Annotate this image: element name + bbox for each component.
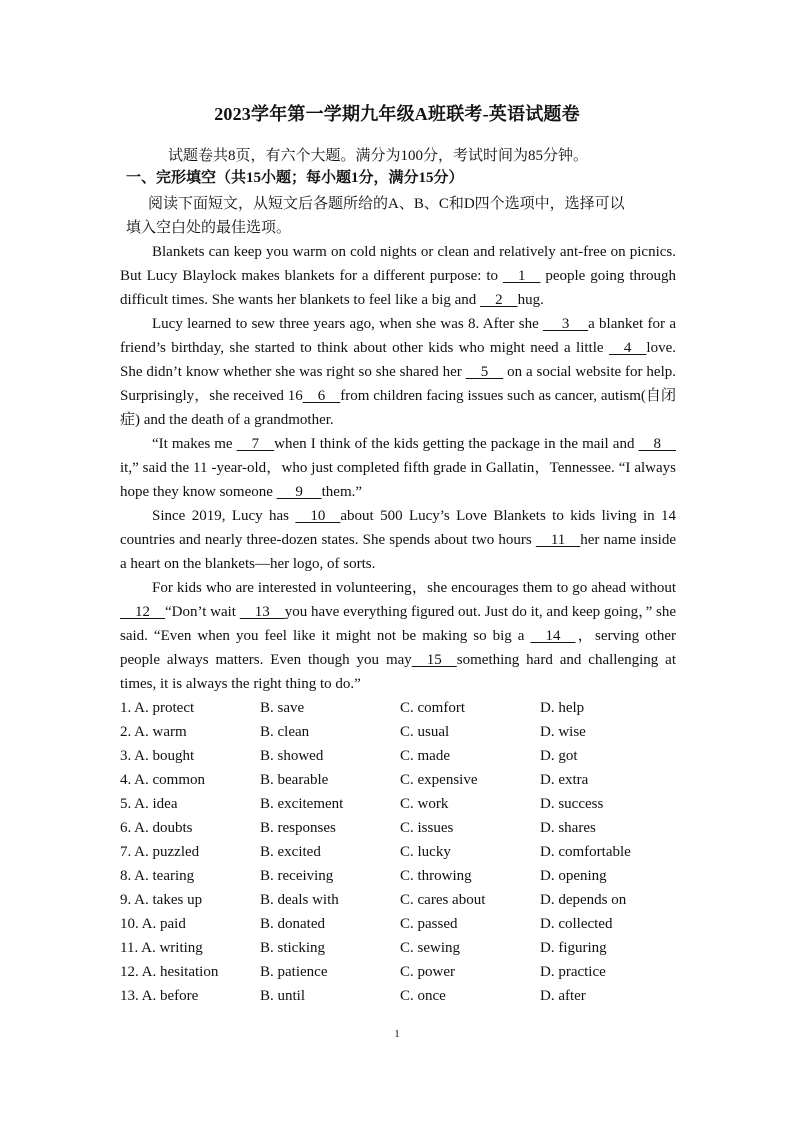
- cloze-passage: [120, 240, 676, 696]
- option-row-1: [120, 696, 680, 720]
- option-row-6: [120, 816, 680, 840]
- option-d: D. after: [540, 988, 586, 1004]
- option-row-9: [120, 888, 680, 912]
- blank-2: 2: [480, 292, 518, 308]
- option-d: D. depends on: [540, 892, 627, 908]
- option-a: 5. A. idea: [120, 796, 178, 812]
- passage-paragraph-3: [120, 432, 676, 504]
- option-d: D. got: [540, 748, 578, 764]
- passage-paragraph-5: [120, 576, 676, 696]
- option-c: C. made: [400, 748, 450, 764]
- blank-4: 4: [608, 340, 647, 356]
- blank-9: 9: [276, 484, 322, 500]
- option-a: 3. A. bought: [120, 748, 195, 764]
- passage-text: people going through difficult times. She wants her blankets to feel like a big and: [120, 268, 676, 308]
- passage-text: you have everything figured out. Just do it, and keep going，” she said. “Even when you feel like it might not be making so big a: [120, 604, 676, 644]
- option-a: 1. A. protect: [120, 700, 195, 716]
- option-c: C. issues: [400, 820, 454, 836]
- exam-title: 2023学年第一学期九年级A班联考-英语试题卷: [214, 104, 580, 124]
- blank-10: 10: [295, 508, 341, 524]
- option-d: D. figuring: [540, 940, 607, 956]
- option-a: 11. A. writing: [120, 940, 203, 956]
- blank-3: 3: [543, 316, 589, 332]
- passage-text: “Don’t wait: [165, 604, 240, 620]
- passage-text: Blankets can keep you warm on cold nights or clean and relatively ant-free on picnics. But Lucy Blaylock makes blankets for a different purpose: to: [120, 244, 676, 284]
- blank-13: 13: [239, 604, 285, 620]
- option-c: C. work: [400, 796, 449, 812]
- passage-text: a blanket for a friend’s birthday, she started to think about other kids who might need a little: [120, 316, 676, 356]
- page-number: 1: [394, 1028, 400, 1040]
- blank-12: 12: [120, 604, 165, 620]
- option-b: B. clean: [260, 724, 310, 740]
- option-c: C. power: [400, 964, 455, 980]
- option-d: D. comfortable: [540, 844, 631, 860]
- option-c: C. cares about: [400, 892, 486, 908]
- blank-8: 8: [638, 436, 677, 452]
- option-row-12: [120, 960, 680, 984]
- option-row-11: [120, 936, 680, 960]
- option-b: B. showed: [260, 748, 324, 764]
- passage-text: from children facing issues such as cancer, autism(自闭症) and the death of a grandmother.: [120, 388, 676, 428]
- option-a: 4. A. common: [120, 772, 205, 788]
- option-a: 2. A. warm: [120, 724, 187, 740]
- answer-options: [120, 696, 680, 1008]
- passage-paragraph-1: [120, 240, 676, 312]
- option-c: C. lucky: [400, 844, 451, 860]
- option-a: 9. A. takes up: [120, 892, 203, 908]
- option-d: D. wise: [540, 724, 586, 740]
- option-d: D. help: [540, 700, 585, 716]
- blank-7: 7: [236, 436, 275, 452]
- option-b: B. deals with: [260, 892, 339, 908]
- option-c: C. expensive: [400, 772, 478, 788]
- option-b: B. responses: [260, 820, 336, 836]
- passage-paragraph-2: [120, 312, 676, 432]
- passage-text: them.”: [321, 484, 363, 500]
- passage-text: when I think of the kids getting the package in the mail and: [274, 436, 639, 452]
- option-b: B. excitement: [260, 796, 344, 812]
- option-d: D. opening: [540, 868, 607, 884]
- blank-1: 1: [502, 268, 541, 284]
- passage-paragraph-4: [120, 504, 676, 576]
- option-c: C. passed: [400, 916, 458, 932]
- option-row-10: [120, 912, 680, 936]
- passage-text: it,” said the 11 -year-old，who just completed fifth grade in Gallatin，Tennessee. “I always hope they know someone: [120, 460, 676, 500]
- option-a: 10. A. paid: [120, 916, 186, 932]
- option-a: 8. A. tearing: [120, 868, 195, 884]
- blank-5: 5: [465, 364, 504, 380]
- option-b: B. excited: [260, 844, 321, 860]
- option-b: B. donated: [260, 916, 325, 932]
- passage-text: hug.: [517, 292, 544, 308]
- option-c: C. usual: [400, 724, 450, 740]
- instruction-line-2: 填入空白处的最佳选项。: [126, 220, 292, 236]
- option-a: 7. A. puzzled: [120, 844, 200, 860]
- option-b: B. save: [260, 700, 305, 716]
- passage-text: about 500 Lucy’s Love Blankets to kids living in 14 countries and nearly three-dozen states. She spends about two hours: [120, 508, 677, 548]
- instruction-line-1: 阅读下面短文，从短文后各题所给的A、B、C和D四个选项中，选择可以: [148, 196, 625, 212]
- blank-11: 11: [535, 532, 581, 548]
- option-b: B. receiving: [260, 868, 334, 884]
- option-d: D. practice: [540, 964, 606, 980]
- passage-text: love. She didn’t know whether she was right so she shared her: [120, 340, 676, 380]
- option-row-5: [120, 792, 680, 816]
- option-row-4: [120, 768, 680, 792]
- option-a: 12. A. hesitation: [120, 964, 219, 980]
- blank-6: 6: [302, 388, 341, 404]
- option-d: D. collected: [540, 916, 613, 932]
- passage-text: Lucy learned to sew three years ago, when she was 8. After she: [152, 316, 544, 332]
- option-c: C. throwing: [400, 868, 472, 884]
- blank-14: 14: [530, 628, 576, 644]
- option-a: 13. A. before: [120, 988, 199, 1004]
- passage-text: ，serving other people always matters. Even though you may: [120, 628, 676, 668]
- passage-text: something hard and challenging at times, it is always the right thing to do.”: [120, 652, 677, 692]
- option-c: C. comfort: [400, 700, 465, 716]
- passage-text: Since 2019, Lucy has: [152, 508, 296, 524]
- section-heading: 一、完形填空（共15小题；每小题1分，满分15分）: [126, 170, 464, 186]
- option-c: C. once: [400, 988, 446, 1004]
- option-a: 6. A. doubts: [120, 820, 193, 836]
- passage-text: her name inside a heart on the blankets—her logo, of sorts.: [120, 532, 676, 572]
- exam-intro: 试题卷共8页，有六个大题。满分为100分，考试时间为85分钟。: [168, 148, 589, 164]
- option-row-13: [120, 984, 680, 1008]
- option-b: B. until: [260, 988, 306, 1004]
- passage-text: For kids who are interested in volunteering，she encourages them to go ahead without: [152, 580, 676, 596]
- option-d: D. shares: [540, 820, 596, 836]
- option-d: D. success: [540, 796, 604, 812]
- passage-text: “It makes me: [152, 436, 237, 452]
- blank-15: 15: [411, 652, 457, 668]
- option-row-3: [120, 744, 680, 768]
- option-row-7: [120, 840, 680, 864]
- option-row-8: [120, 864, 680, 888]
- option-b: B. patience: [260, 964, 328, 980]
- option-b: B. sticking: [260, 940, 326, 956]
- option-c: C. sewing: [400, 940, 460, 956]
- option-b: B. bearable: [260, 772, 329, 788]
- option-d: D. extra: [540, 772, 589, 788]
- passage-text: on a social website for help. Surprisingly，she received 16: [120, 364, 677, 404]
- option-row-2: [120, 720, 680, 744]
